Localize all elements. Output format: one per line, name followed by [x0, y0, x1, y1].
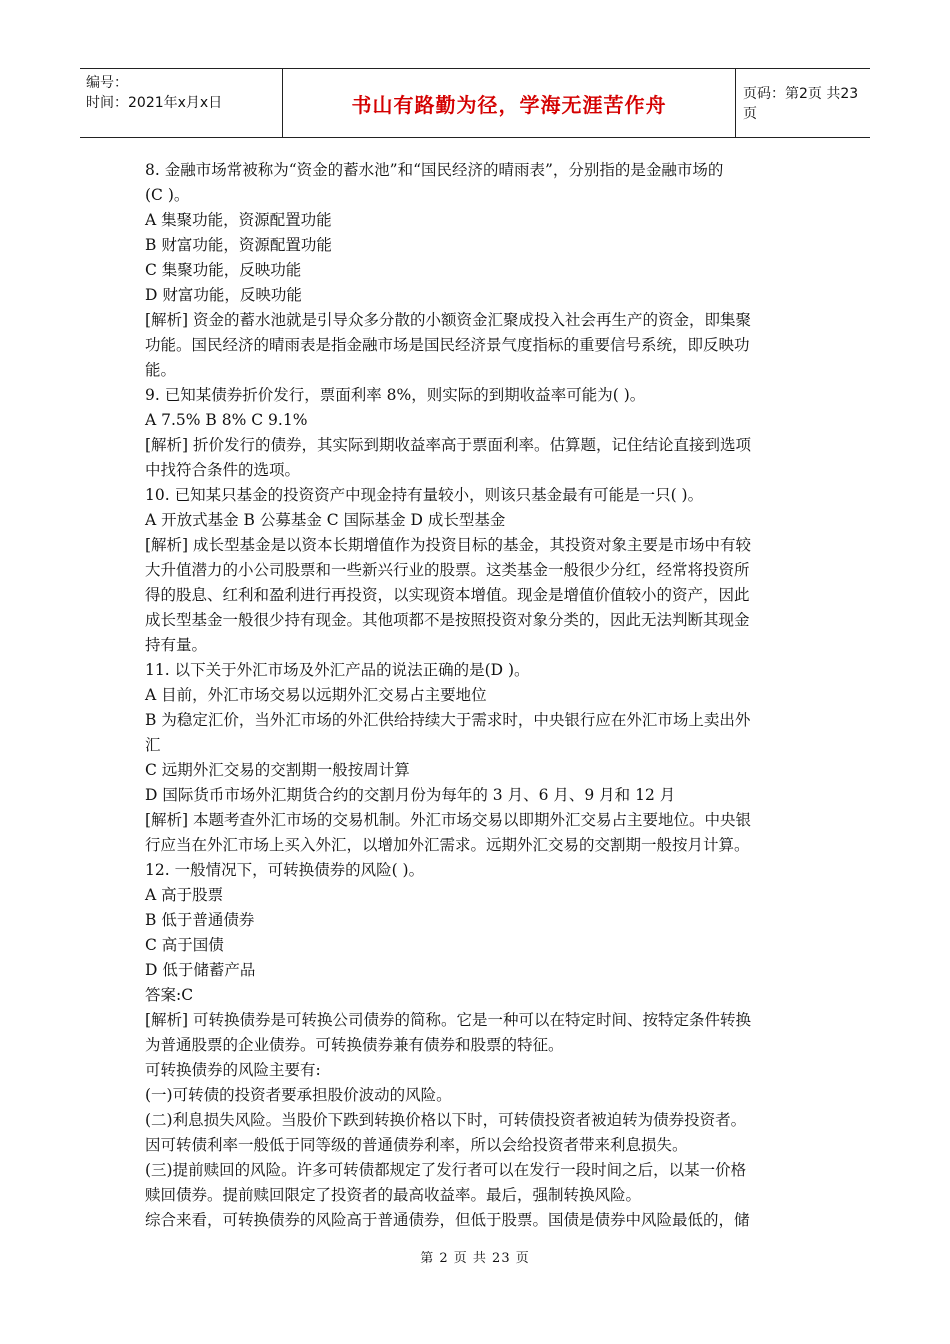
text-line: A 开放式基金 B 公募基金 C 国际基金 D 成长型基金 — [145, 511, 506, 529]
text-line: 大升值潜力的小公司股票和一些新兴行业的股票。这类基金一般很少分红，经常将投资所 — [145, 561, 750, 579]
text-line: 11. 以下关于外汇市场及外汇产品的说法正确的是(D )。 — [145, 661, 530, 679]
page-footer — [0, 1247, 950, 1266]
text-line: [解析] 折价发行的债券，其实际到期收益率高于票面利率。估算题，记住结论直接到选项 — [145, 436, 752, 454]
document-time: 时间：2021年x月x日 — [86, 95, 223, 111]
text-line: 能。 — [145, 361, 177, 379]
header-slogan: 书山有路勤为径，学海无涯苦作舟 — [351, 92, 667, 117]
text-line: D 财富功能，反映功能 — [145, 286, 302, 304]
text-line: 综合来看，可转换债券的风险高于普通债券，但低于股票。国债是债券中风险最低的，储 — [145, 1211, 750, 1229]
text-line: 8. 金融市场常被称为“资金的蓄水池”和“国民经济的晴雨表”，分别指的是金融市场的 — [145, 161, 724, 179]
page-header — [80, 68, 870, 138]
text-line: [解析] 可转换债券是可转换公司债券的简称。它是一种可以在特定时间、按特定条件转换 — [145, 1011, 752, 1029]
header-slogan-cell — [283, 69, 736, 137]
text-line: (C )。 — [145, 186, 190, 204]
text-line: A 7.5% B 8% C 9.1% — [145, 411, 308, 429]
text-line: [解析] 成长型基金是以资本长期增值作为投资目标的基金，其投资对象主要是市场中有较 — [145, 536, 752, 554]
text-line: C 高于国债 — [145, 936, 224, 954]
text-line: B 财富功能，资源配置功能 — [145, 236, 332, 254]
text-line: 赎回债券。提前赎回限定了投资者的最高收益率。最后，强制转换风险。 — [145, 1186, 642, 1204]
text-line: 10. 已知某只基金的投资资产中现金持有量较小，则该只基金最有可能是一只( )。 — [145, 486, 704, 504]
text-line: 因可转债利率一般低于同等级的普通债券利率，所以会给投资者带来利息损失。 — [145, 1136, 688, 1154]
text-line: C 远期外汇交易的交割期一般按周计算 — [145, 761, 410, 779]
text-line: 得的股息、红利和盈利进行再投资，以实现资本增值。现金是增值价值较小的资产，因此 — [145, 586, 750, 604]
text-line: C 集聚功能，反映功能 — [145, 261, 302, 279]
text-line: D 国际货币市场外汇期货合约的交割月份为每年的 3 月、6 月、9 月和 12 月 — [145, 786, 676, 804]
text-line: 汇 — [145, 736, 161, 754]
text-line: B 低于普通债券 — [145, 911, 255, 929]
text-line: (三)提前赎回的风险。许多可转债都规定了发行者可以在发行一段时间之后，以某一价格 — [145, 1161, 747, 1179]
text-line: (二)利息损失风险。当股价下跌到转换价格以下时，可转债投资者被迫转为债券投资者。 — [145, 1111, 747, 1129]
document-body — [145, 158, 810, 1233]
document-number-label: 编号： — [86, 75, 128, 91]
text-line: A 集聚功能，资源配置功能 — [145, 211, 332, 229]
header-meta — [80, 69, 283, 137]
text-line: 可转换债券的风险主要有: — [145, 1061, 321, 1079]
text-line: B 为稳定汇价，当外汇市场的外汇供给持续大于需求时，中央银行应在外汇市场上卖出外 — [145, 711, 751, 729]
text-line: 功能。国民经济的晴雨表是指金融市场是国民经济景气度指标的重要信号系统，即反映功 — [145, 336, 750, 354]
text-line: [解析] 本题考查外汇市场的交易机制。外汇市场交易以即期外汇交易占主要地位。中央银 — [145, 811, 752, 829]
footer-page-number: 第 2 页 共 23 页 — [420, 1251, 530, 1266]
text-line: 9. 已知某债券折价发行，票面利率 8%，则实际的到期收益率可能为( )。 — [145, 386, 646, 404]
text-line: A 目前，外汇市场交易以远期外汇交易占主要地位 — [145, 686, 487, 704]
text-line: [解析] 资金的蓄水池就是引导众多分散的小额资金汇聚成投入社会再生产的资金，即集聚 — [145, 311, 752, 329]
text-line: 行应当在外汇市场上买入外汇，以增加外汇需求。远期外汇交易的交割期一般按月计算。 — [145, 836, 750, 854]
text-line: 持有量。 — [145, 636, 208, 654]
text-line: 中找符合条件的选项。 — [145, 461, 301, 479]
text-line: 答案:C — [145, 986, 194, 1004]
text-line: (一)可转债的投资者要承担股价波动的风险。 — [145, 1086, 452, 1104]
header-page-info: 页码：第2页 共23页 — [743, 86, 859, 122]
header-page-info-cell — [735, 69, 870, 137]
text-line: 12. 一般情况下，可转换债券的风险( )。 — [145, 861, 425, 879]
text-line: A 高于股票 — [145, 886, 224, 904]
text-line: D 低于储蓄产品 — [145, 961, 256, 979]
text-line: 为普通股票的企业债券。可转换债券兼有债券和股票的特征。 — [145, 1036, 564, 1054]
text-line: 成长型基金一般很少持有现金。其他项都不是按照投资对象分类的，因此无法判断其现金 — [145, 611, 750, 629]
